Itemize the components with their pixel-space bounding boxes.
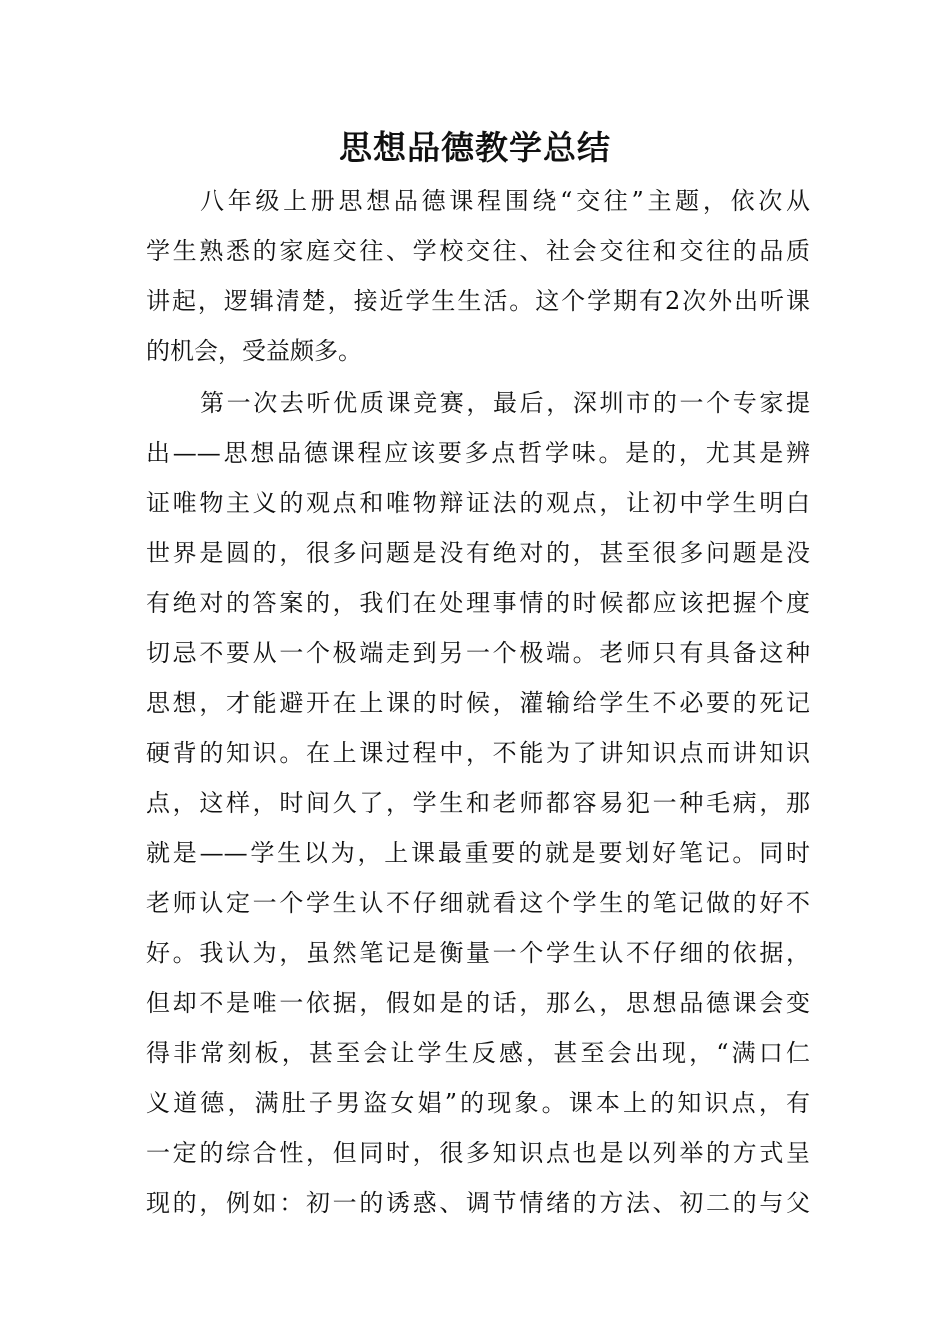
text-line: 得非常刻板，甚至会让学生反感，甚至会出现，“满口仁	[146, 1039, 810, 1067]
text-line: 就是——学生以为，上课最重要的就是要划好笔记。同时	[146, 839, 810, 867]
text-line: 证唯物主义的观点和唯物辩证法的观点，让初中学生明白	[146, 489, 810, 517]
text-line: 第一次去听优质课竞赛，最后，深圳市的一个专家提	[200, 389, 810, 417]
text-line: 义道德，满肚子男盗女娼”的现象。课本上的知识点，有	[146, 1089, 810, 1117]
text-line: 思想，才能避开在上课的时候，灌输给学生不必要的死记	[146, 689, 810, 717]
text-line: 一定的综合性，但同时，很多知识点也是以列举的方式呈	[146, 1139, 810, 1167]
paragraph-1	[146, 176, 810, 376]
text-line: 出——思想品德课程应该要多点哲学味。是的，尤其是辨	[146, 439, 810, 467]
text-line: 点，这样，时间久了，学生和老师都容易犯一种毛病，那	[146, 789, 810, 817]
text-line: 老师认定一个学生认不仔细就看这个学生的笔记做的好不	[146, 889, 810, 917]
text-line: 有绝对的答案的，我们在处理事情的时候都应该把握个度	[146, 589, 810, 617]
text-line: 现的，例如：初一的诱惑、调节情绪的方法、初二的与父	[146, 1189, 810, 1217]
text-line: 但却不是唯一依据，假如是的话，那么，思想品德课会变	[146, 989, 810, 1017]
text-line: 讲起，逻辑清楚，接近学生生活。这个学期有2次外出听课	[146, 287, 810, 315]
text-line: 好。我认为，虽然笔记是衡量一个学生认不仔细的依据，	[146, 939, 810, 967]
text-line: 学生熟悉的家庭交往、学校交往、社会交往和交往的品质	[146, 237, 810, 265]
paragraph-2	[146, 378, 810, 1228]
text-line: 世界是圆的，很多问题是没有绝对的，甚至很多问题是没	[146, 539, 810, 567]
document-body	[146, 176, 810, 1228]
text-line: 切忌不要从一个极端走到另一个极端。老师只有具备这种	[146, 639, 810, 667]
text-line: 的机会，受益颇多。	[146, 337, 362, 365]
document-title: 思想品德教学总结	[339, 128, 611, 167]
text-line: 八年级上册思想品德课程围绕“交往”主题，依次从	[200, 187, 810, 215]
text-line: 硬背的知识。在上课过程中，不能为了讲知识点而讲知识	[146, 739, 810, 767]
